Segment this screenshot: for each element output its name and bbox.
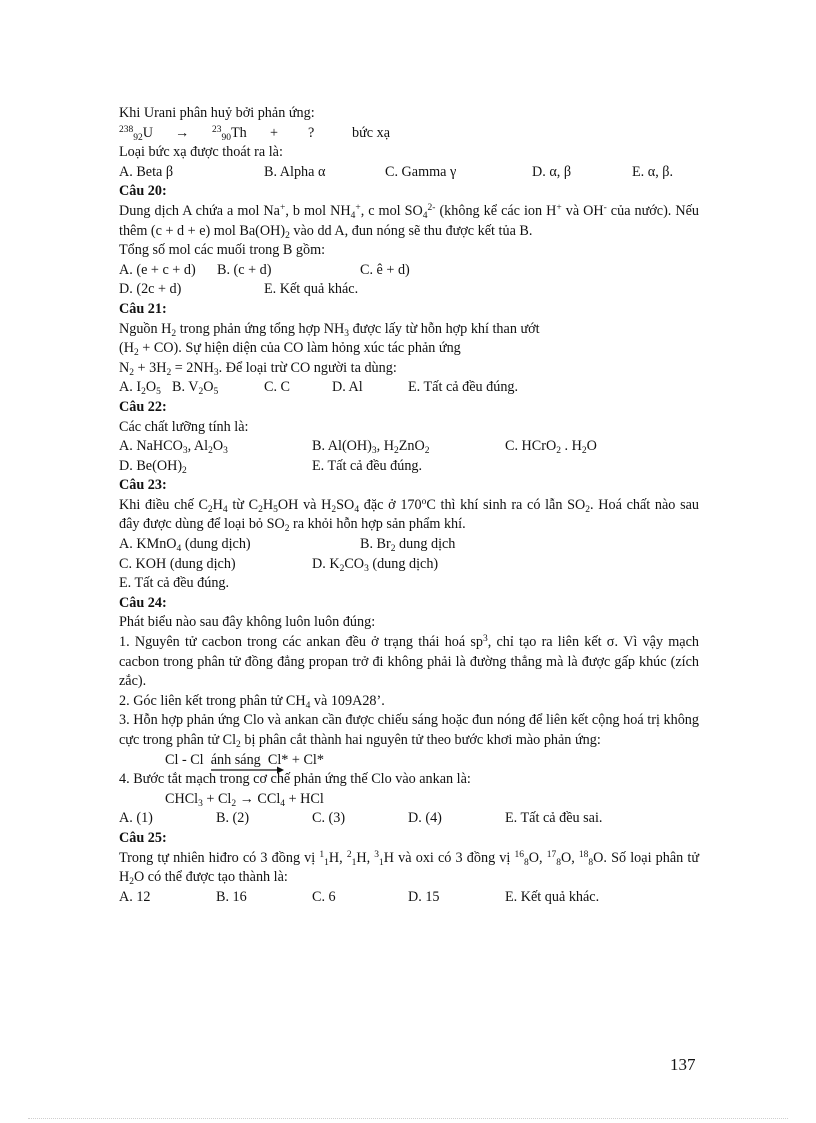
uranium-decay-equation: $^{238}_{92}$U → $^{23}_{90}$Th + ? bức xạ — [119, 124, 391, 143]
option-e: E. Tất cả đều đúng. — [408, 379, 519, 396]
option-b: B. (c + d) — [217, 261, 272, 278]
intro-question-line: Loại bức xạ được thoát ra là: — [119, 144, 283, 161]
option-b: B. (2) — [216, 810, 250, 827]
option-a: A. (1) — [119, 810, 153, 827]
question-20-options-row1 — [119, 261, 699, 281]
option-e: E. Kết quả khác. — [264, 281, 359, 298]
intro-options — [119, 163, 699, 183]
option-d: D. (4) — [408, 810, 442, 827]
option-a: A. Beta β — [119, 163, 174, 180]
question-23-options-row1 — [119, 535, 699, 555]
question-21-line2: $(H_2 + CO)$. Sự hiện diện của CO làm hỏng xúc tác phản ứng — [119, 340, 461, 359]
intro-line: Khi Urani phân huỷ bởi phản ứng: — [119, 105, 315, 121]
option-a: A. NaHCO$_3$, $Al_2O_3$ — [119, 438, 228, 457]
statement-1: 1. Nguyên tử cacbon trong các ankan đều ở trạng thái hoá $sp^3$, chỉ tạo ra liên kết σ. Vì vậy mạch cacbon trong phân tử đồng đẳng propan trở đi không phải là đường thẳng mà là được gấp khúc (zích zắc). — [119, 634, 699, 690]
option-c: C. C — [264, 379, 291, 396]
chlorine-initiation-reaction: Cl - Cl ánh sáng Cl* + Cl* — [119, 751, 699, 771]
page-number: 137 — [670, 1055, 696, 1074]
question-22-line: Các chất lưỡng tính là: — [119, 418, 249, 435]
arrow-icon: → — [175, 124, 190, 141]
option-c: C. 6 — [312, 888, 336, 905]
question-23-text: Khi điều chế $C_2H_4$ từ $C_2H_5OH$ và $H_2SO_4$ đặc ở 170$^o$C thì khí sinh ra có lẫn $SO_2$. Hoá chất nào sau đây được dùng để loại bỏ $SO_2$ ra khỏi hỗn hợp sản phẩm khí. — [119, 496, 699, 535]
question-24-options — [119, 809, 699, 829]
option-d: D. $Be(OH)_2$ — [119, 457, 187, 476]
option-e: E. Tất cả đều sai. — [505, 810, 603, 827]
question-20-line: Tổng số mol các muối trong B gồm: — [119, 242, 326, 259]
option-c: C. HCrO$_2$ . $H_2O$ — [505, 438, 597, 457]
statement-3: 3. Hỗn hợp phản ứng Clo và ankan cần được chiếu sáng hoặc đun nóng để liên kết cộng hoá trị không cực trong phân tử $Cl_2$ bị phân cắt thành hai nguyên tử theo bước khơi mào phản ứng: — [119, 712, 699, 750]
option-b: B. Alpha α — [264, 163, 326, 180]
option-d: D. α, β — [532, 163, 572, 180]
question-22-options-row2 — [119, 457, 699, 477]
option-c: C. (3) — [312, 810, 346, 827]
question-23-title: Câu 23: — [119, 477, 167, 494]
option-d: D. $K_2CO_3$ (dung dịch) — [312, 555, 439, 574]
option-c: C. KOH (dung dịch) — [119, 555, 236, 572]
question-21-line3: $N_2 + 3H_2 = 2NH_3$. Để loại trừ CO người ta dùng: — [119, 359, 397, 378]
statement-2: 2. Góc liên kết trong phân tử $CH_4$ và 109A28’. — [119, 692, 385, 711]
question-24-line: Phát biểu nào sau đây không luôn luôn đúng: — [119, 614, 376, 631]
question-20-options-row2 — [119, 280, 699, 300]
option-b: B. 16 — [216, 888, 247, 905]
page-content — [119, 104, 699, 907]
option-a: A. (e + c + d) — [119, 261, 196, 278]
option-d: D. (2c + d) — [119, 281, 182, 298]
question-21-title: Câu 21: — [119, 300, 167, 317]
question-21-line1: Nguồn $H_2$ trong phản ứng tổng hợp $NH_3$ được lấy từ hỗn hợp khí than ướt — [119, 320, 540, 339]
option-c: C. Gamma γ — [385, 163, 457, 180]
option-a: A. KMnO$_4$ (dung dịch) — [119, 536, 251, 555]
question-20-title: Câu 20: — [119, 183, 167, 200]
question-25-options — [119, 888, 699, 908]
option-e: E. α, β. — [632, 163, 674, 180]
option-e: E. Kết quả khác. — [505, 888, 600, 905]
option-b: B. $Al(OH)_3$, $H_2ZnO_2$ — [312, 438, 430, 457]
option-e: E. Tất cả đều đúng. — [119, 575, 230, 592]
option-c: C. ê + d) — [360, 261, 410, 278]
option-a: A. $I_2O_5$ — [119, 379, 161, 398]
footer-divider — [28, 1118, 788, 1119]
option-a: A. 12 — [119, 888, 151, 905]
question-20-text: Dung dịch A chứa a mol Na+, b mol $NH_4^+$, c mol $SO_4^{2-}$ (không kể các ion H+ và OH- của nước). Nếu thêm (c + d + e) mol $Ba(OH)_2$ vào dd A, đun nóng sẽ thu được kết tủa B. — [119, 202, 700, 241]
question-22-title: Câu 22: — [119, 398, 167, 415]
option-d: D. Al — [332, 379, 363, 396]
question-22-options-row1 — [119, 437, 699, 457]
reaction-arrow: ánh sáng Cl* + Cl* — [211, 751, 324, 771]
question-25-text: Trong tự nhiên hiđro có 3 đồng vị $^1_1$H, $^2_1$H, $^3_1$H và oxi có 3 đồng vị $^{16}_8$O, $^{17}_8$O, $^{18}_8$O. Số loại phân tử $H_2O$ có thể được tạo thành là: — [119, 849, 700, 888]
question-24-title: Câu 24: — [119, 594, 167, 611]
statement-4: 4. Bước tắt mạch trong cơ chế phản ứng thế Clo vào ankan là: — [119, 771, 471, 788]
option-b: B. $Br_2$ dung dịch — [360, 536, 456, 555]
option-e: E. Tất cả đều đúng. — [312, 457, 423, 474]
question-25-title: Câu 25: — [119, 829, 167, 846]
question-23-options-row2 — [119, 555, 699, 575]
termination-reaction: CHCl$_3$ + $Cl_2 \to CCl_4$ + HCl — [165, 790, 324, 809]
option-b: B. $V_2O_5$ — [172, 379, 219, 398]
question-21-options — [119, 378, 699, 398]
option-d: D. 15 — [408, 888, 440, 905]
